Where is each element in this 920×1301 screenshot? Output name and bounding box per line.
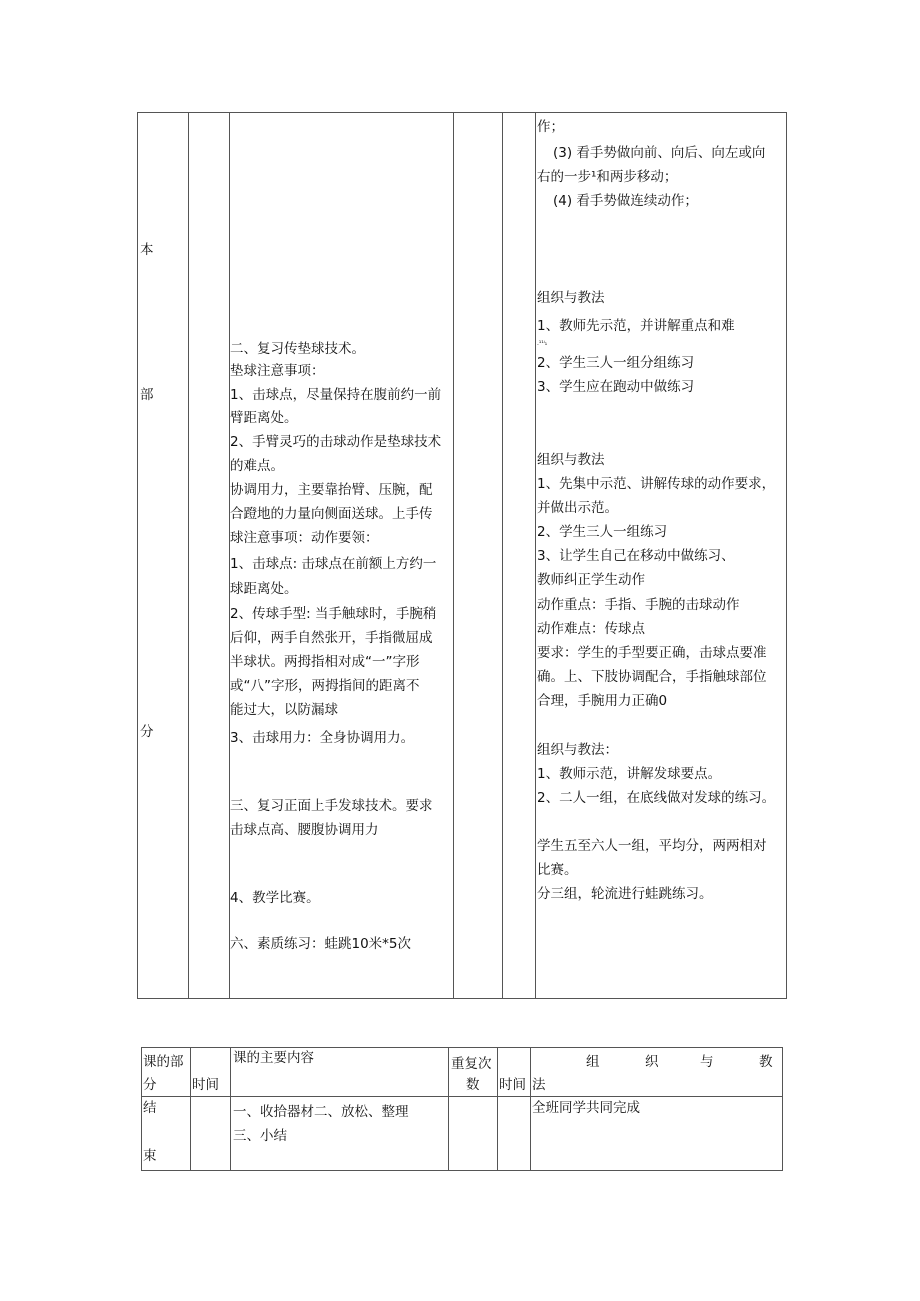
table-border (453, 112, 454, 999)
table-border (448, 1047, 449, 1171)
table-border (141, 1047, 142, 1171)
table-border (230, 1047, 231, 1171)
row-method: 全班同学共同完成 (532, 1100, 640, 1116)
method-line: 动作重点：手指、手腕的击球动作 (537, 597, 740, 613)
header-reps: 重复次 (451, 1056, 492, 1072)
header-method: 教 (759, 1054, 773, 1070)
section-label: 分 (140, 724, 154, 740)
table-border (535, 112, 536, 999)
method-line: 组织与教法 (537, 290, 605, 306)
header-time: 时间 (192, 1077, 219, 1093)
header-method: 组 (586, 1054, 600, 1070)
content-line: 协调用力，主要靠抬臂、压腕，配 (230, 482, 433, 498)
content-line: 4、教学比赛。 (230, 890, 320, 906)
method-line: 1、先集中示范、讲解传球的动作要求， (537, 476, 776, 492)
content-line: 二、复习传垫球技术。 (230, 341, 365, 357)
content-line: 球注意事项：动作要领： (230, 530, 379, 546)
table-border (530, 1047, 531, 1171)
table-border (137, 998, 787, 999)
method-line: (4) 看手势做连续动作； (553, 193, 698, 209)
header-content: 课的主要内容 (233, 1050, 314, 1066)
content-line: 1、击球点，尽量保持在腹前约一前 (230, 387, 442, 403)
table-border (141, 1096, 783, 1097)
method-line: 学生五至六人一组，平均分，两两相对 (537, 838, 767, 854)
method-line: 3、学生应在跑动中做练习 (537, 379, 695, 395)
content-line: 半球状。两拇指相对成“一”字形 (230, 654, 420, 670)
table-border (141, 1047, 783, 1048)
content-line: 六、素质练习：蛙跳10米*5次 (230, 936, 412, 952)
content-line: 能过大，以防漏球 (230, 702, 338, 718)
row-part: 束 (143, 1148, 157, 1164)
method-line: 组织与教法： (537, 742, 618, 758)
method-line: 并做出示范。 (537, 500, 618, 516)
method-line: 动作难点：传球点 (537, 621, 645, 637)
content-line: 2、传球手型: 当手触球时，手腕稍 (230, 606, 437, 622)
row-part: 结 (143, 1100, 157, 1116)
content-line: 垫球注意事项： (230, 363, 325, 379)
table-border (190, 1047, 191, 1171)
method-line: (3) 看手势做向前、向后、向左或向 (553, 145, 766, 161)
table-border (497, 1047, 498, 1171)
table-border (137, 112, 138, 999)
table-border (137, 112, 787, 113)
content-line: 臂距离处。 (230, 410, 298, 426)
header-method: 织 (645, 1054, 659, 1070)
method-line: 比赛。 (537, 862, 578, 878)
method-line: 合理，手腕用力正确0 (537, 693, 668, 709)
header-time2: 时间 (499, 1077, 526, 1093)
method-line: 分三组，轮流进行蛙跳练习。 (537, 886, 713, 902)
header-part: 分 (143, 1077, 157, 1093)
table-border (141, 1170, 783, 1171)
table-border (782, 1047, 783, 1171)
content-line: 后仰，两手自然张开，手指微屈成 (230, 630, 433, 646)
content-line: 1、击球点: 击球点在前额上方约一 (230, 556, 437, 572)
method-line: 2、学生三人一组分组练习 (537, 355, 695, 371)
content-line: 或“八”字形，两拇指间的距离不 (230, 678, 420, 694)
content-line: 3、击球用力：全身协调用力。 (230, 730, 415, 746)
section-label: 本 (140, 242, 154, 258)
method-line: 1、教师示范，讲解发球要点。 (537, 766, 722, 782)
content-line: 合蹬地的力量向侧面送球。上手传 (230, 506, 433, 522)
content-line: 的难点。 (230, 458, 284, 474)
content-line: 三、复习正面上手发球技术。要求 (230, 798, 433, 814)
content-line: 击球点高、腰腹协调用力 (230, 822, 379, 838)
header-part: 课的部 (143, 1054, 184, 1070)
method-line: 确。上、下肢协调配合，手指触球部位 (537, 669, 767, 685)
row-content: 三、小结 (233, 1128, 287, 1144)
table-border (786, 112, 787, 999)
method-line: 右的一步¹和两步移动； (537, 169, 678, 185)
table-border (502, 112, 503, 999)
method-line: 3、让学生自己在移动中做练习、 (537, 548, 735, 564)
method-line: 2、学生三人一组练习 (537, 524, 668, 540)
content-line: 球距离处。 (230, 581, 298, 597)
method-line: .¹¹ⁱ₁ (537, 340, 548, 347)
method-line: 教师纠正学生动作 (537, 572, 645, 588)
method-line: 2、二人一组，在底线做对发球的练习。 (537, 790, 776, 806)
section-label: 部 (140, 387, 154, 403)
method-line: 组织与教法 (537, 452, 605, 468)
header-method: 法 (532, 1077, 546, 1093)
method-line: 作； (537, 119, 564, 135)
content-line: 2、手臂灵巧的击球动作是垫球技术 (230, 434, 442, 450)
header-method: 与 (700, 1054, 714, 1070)
header-reps: 数 (466, 1077, 480, 1093)
method-line: 1、教师先示范，并讲解重点和难 (537, 318, 735, 334)
row-content: 一、收拾器材二、放松、整理 (233, 1104, 409, 1120)
method-line: 要求：学生的手型要正确，击球点要准 (537, 645, 767, 661)
table-border (188, 112, 189, 999)
